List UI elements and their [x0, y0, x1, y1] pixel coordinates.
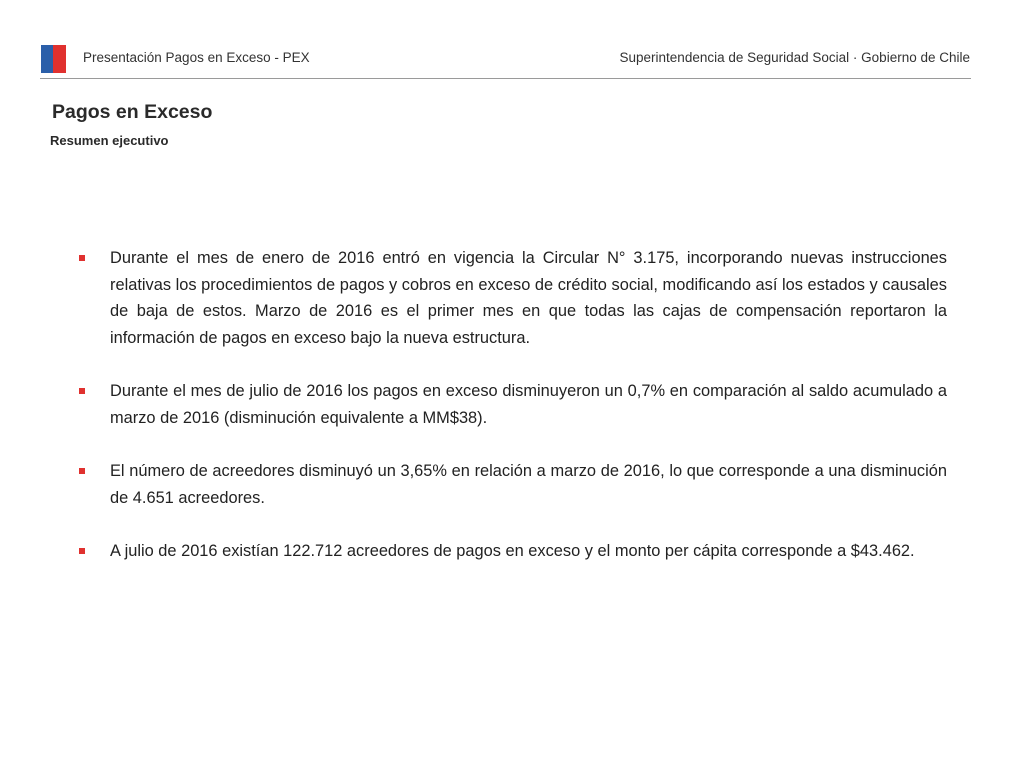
square-bullet-icon	[79, 468, 85, 474]
bullet-text: A julio de 2016 existían 122.712 acreedores de pagos en exceso y el monto per cápita corresponde a $43.462.	[110, 542, 915, 561]
bullet-item	[76, 538, 947, 565]
bullet-list	[76, 245, 947, 591]
header-divider	[40, 78, 971, 79]
bullet-item	[76, 245, 947, 352]
bullet-item	[76, 378, 947, 431]
presentation-name: Presentación Pagos en Exceso - PEX	[83, 50, 310, 65]
chile-flag-logo	[41, 45, 66, 73]
organization-name: Superintendencia de Seguridad Social · Gobierno de Chile	[619, 50, 970, 65]
slide-subtitle: Resumen ejecutivo	[50, 133, 169, 148]
bullet-text: El número de acreedores disminuyó un 3,65% en relación a marzo de 2016, lo que corresponde a una disminución de 4.651 acreedores.	[110, 462, 947, 507]
bullet-text: Durante el mes de enero de 2016 entró en vigencia la Circular N° 3.175, incorporando nuevas instrucciones relativas los procedimientos de pagos y cobros en exceso de crédito social, modificando así los estados y causales de baja de estos. Marzo de 2016 es el primer mes en que todas las cajas de compensación reportaron la información de pagos en exceso bajo la nueva estructura.	[110, 249, 947, 348]
bullet-text: Durante el mes de julio de 2016 los pagos en exceso disminuyeron un 0,7% en comparación al saldo acumulado a marzo de 2016 (disminución equivalente a MM$38).	[110, 382, 947, 428]
square-bullet-icon	[79, 388, 85, 394]
slide-title: Pagos en Exceso	[52, 101, 213, 123]
flag-blue-stripe	[41, 45, 53, 73]
flag-red-stripe	[53, 45, 66, 73]
square-bullet-icon	[79, 548, 85, 554]
bullet-item	[76, 458, 947, 511]
square-bullet-icon	[79, 255, 85, 261]
